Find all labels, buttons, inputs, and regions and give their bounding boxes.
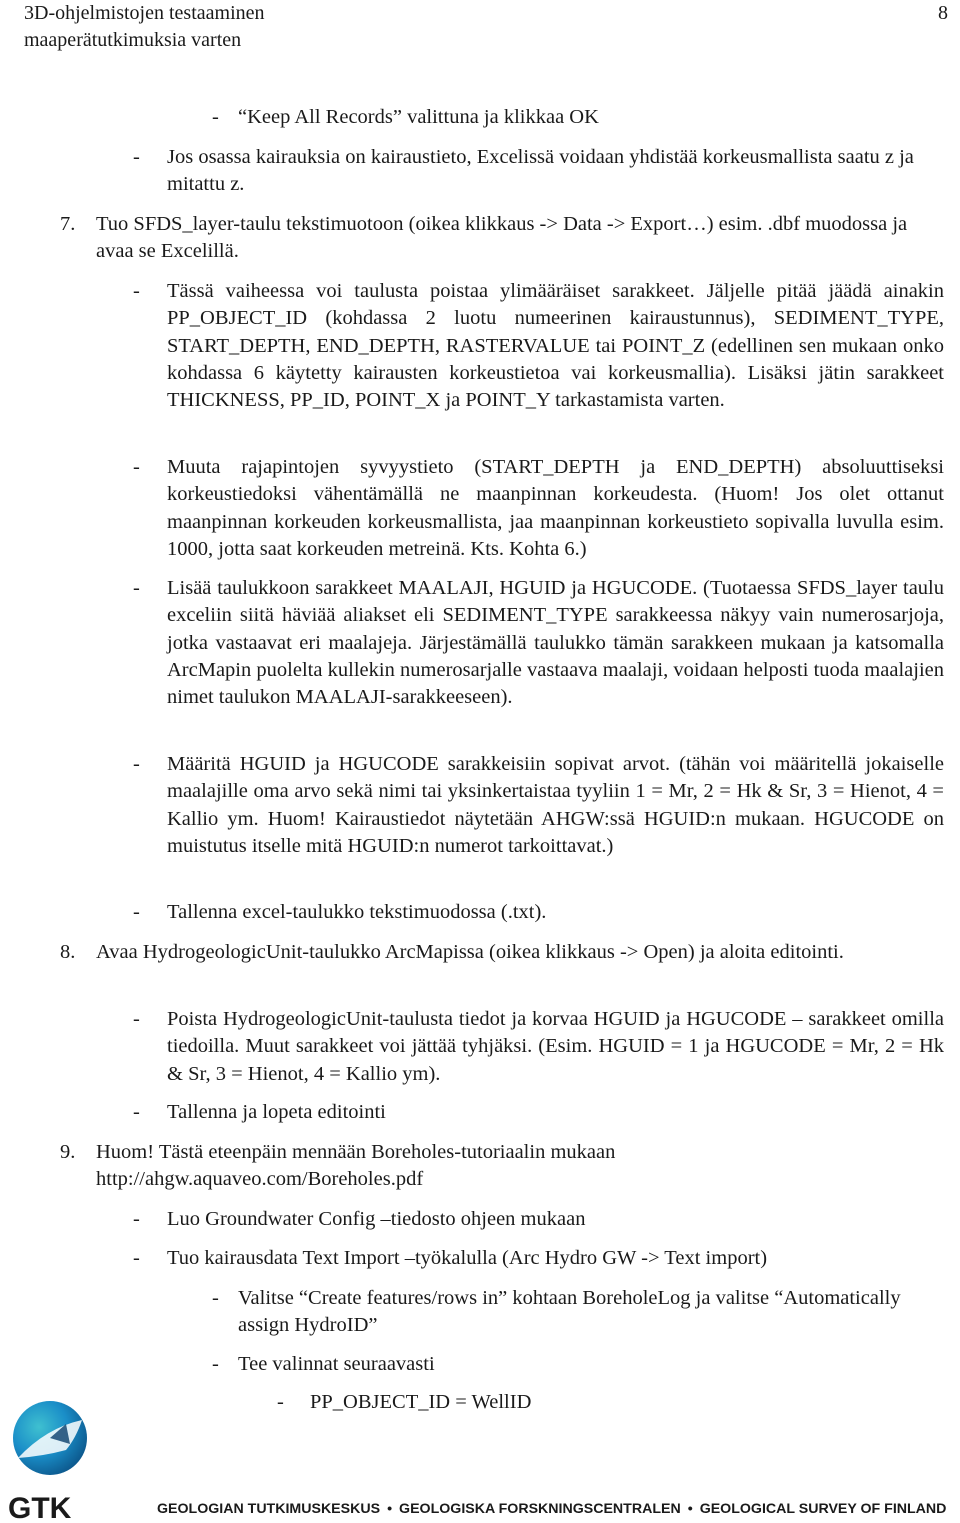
bullet-dash: - bbox=[133, 1101, 140, 1123]
step-7-sub-save: Tallenna excel-taulukko tekstimuodossa (.txt). bbox=[167, 901, 547, 923]
step-7-sub-depth: Muuta rajapintojen syvyystieto (START_DEPTH ja END_DEPTH) absoluuttiseksi korkeustiedoksi vähentämällä ne maanpinnan korkeudesta. (Huom! Jos olet ottanut maanpinnan korkeuden korkeusmallista, jaa maanpinnan korkeustieto sopivalla luvulla esim. 1000, jotta saat korkeuden metreinä. Kts. Kohta 6.) bbox=[167, 456, 944, 560]
bullet-dash: - bbox=[133, 1008, 140, 1030]
step-9-subsub-create: Valitse “Create features/rows in” kohtaan BoreholeLog ja valitse “Automatically assign HydroID” bbox=[238, 1287, 901, 1337]
step-9-mapping-wellid: PP_OBJECT_ID = WellID bbox=[310, 1391, 532, 1413]
footer-org-sv: GEOLOGISKA FORSKNINGSCENTRALEN bbox=[399, 1501, 681, 1517]
bullet-excel-z: Jos osassa kairauksia on kairaustieto, Excelissä voidaan yhdistää korkeusmallista saatu z ja mitattu z. bbox=[167, 146, 914, 196]
footer-org-fi: GEOLOGIAN TUTKIMUSKESKUS bbox=[157, 1501, 381, 1517]
step-9-link[interactable]: http://ahgw.aquaveo.com/Boreholes.pdf bbox=[96, 1168, 424, 1191]
step-7-sub-hguid: Määritä HGUID ja HGUCODE sarakkeisiin sopivat arvot. (tähän voi määritellä jokaiselle maalajille oma arvo sekä nimi tai yksinkertaistaa tyyliin 1 = Mr, 2 = Hk & Sr, 3 = Hienot, 4 = Kallio ym. Huom! Kairaustiedot näytetään AHGW:ssä HGUID:n mukaan. HGUCODE on muistutus itselle mitä HGUID:n numerot tarkoittavat.) bbox=[167, 753, 944, 857]
bullet-dash: - bbox=[133, 146, 140, 168]
step-8-number: 8. bbox=[60, 941, 76, 963]
step-9-text bbox=[96, 1139, 916, 1194]
step-7-text: Tuo SFDS_layer-taulu tekstimuotoon (oikea klikkaus -> Data -> Export…) esim. .dbf muodossa ja avaa se Excelillä. bbox=[96, 213, 908, 263]
step-8-sub-save: Tallenna ja lopeta editointi bbox=[167, 1101, 386, 1123]
step-8-text: Avaa HydrogeologicUnit-taulukko ArcMapissa (oikea klikkaus -> Open) ja aloita editointi. bbox=[96, 941, 844, 963]
bullet-dash: - bbox=[212, 106, 219, 128]
step-7-sub-columns: Tässä vaiheessa voi taulusta poistaa ylimääräiset sarakkeet. Jäljelle pitää jäädä ainakin PP_OBJECT_ID (kohdassa 2 luotu numeerinen kairaustunnus), SEDIMENT_TYPE, START_DEPTH, END_DEPTH, RASTERVALUE tai POINT_Z (edellinen sen mukaan onko kohdassa 6 käytetty kairausten korkeustietoa vai korkeusmallia). Lisäksi jätin sarakkeet THICKNESS, PP_ID, POINT_X ja POINT_Y tarkastamista varten. bbox=[167, 280, 944, 412]
bullet-dash: - bbox=[133, 901, 140, 923]
bullet-dash: - bbox=[212, 1353, 219, 1375]
step-7-number: 7. bbox=[60, 213, 76, 235]
bullet-dash: - bbox=[133, 1208, 140, 1230]
step-9-number: 9. bbox=[60, 1141, 76, 1163]
header-title-line2: maaperätutkimuksia varten bbox=[24, 29, 242, 51]
footer-organizations bbox=[157, 1500, 957, 1518]
step-7-sub-add-columns: Lisää taulukkoon sarakkeet MAALAJI, HGUID ja HGUCODE. (Tuotaessa SFDS_layer taulu exceliin siitä häviää aliakset eli SEDIMENT_TYPE sarakkeessa näkyy vain numerosarjoja, jotka vastaavat eri maalajeja. Järjestämällä taulukko tämän sarakkeen mukaan ja katsomalla ArcMapin puolelta kullekin numerosarjalle vastaava maalaji, voidaan helposti tuoda maalajien nimet taulukon MAALAJI-sarakkeeseen). bbox=[167, 577, 944, 709]
bullet-dash: - bbox=[212, 1287, 219, 1309]
footer-separator: • bbox=[387, 1501, 393, 1517]
header-title-line1: 3D-ohjelmistojen testaaminen bbox=[24, 2, 265, 24]
step-9-sub-import: Tuo kairausdata Text Import –työkalulla (Arc Hydro GW -> Text import) bbox=[167, 1247, 768, 1269]
bullet-dash: - bbox=[133, 1247, 140, 1269]
bullet-dash: - bbox=[133, 456, 140, 478]
logo-text: GTK bbox=[8, 1492, 72, 1522]
gtk-logo bbox=[6, 1398, 96, 1522]
bullet-keep-records: “Keep All Records” valittuna ja klikkaa OK bbox=[238, 106, 599, 128]
step-9-subsub-choices: Tee valinnat seuraavasti bbox=[238, 1353, 435, 1375]
running-header bbox=[24, 0, 265, 54]
step-9-text-line1: Huom! Tästä eteenpäin mennään Boreholes-tutoriaalin mukaan bbox=[96, 1141, 616, 1163]
page-number: 8 bbox=[938, 2, 948, 24]
step-9-sub-config: Luo Groundwater Config –tiedosto ohjeen mukaan bbox=[167, 1208, 586, 1230]
footer-org-en: GEOLOGICAL SURVEY OF FINLAND bbox=[699, 1501, 947, 1517]
bullet-dash: - bbox=[277, 1391, 284, 1413]
footer-separator: • bbox=[687, 1501, 693, 1517]
bullet-dash: - bbox=[133, 753, 140, 775]
bullet-dash: - bbox=[133, 280, 140, 302]
step-8-sub-replace: Poista HydrogeologicUnit-taulusta tiedot ja korvaa HGUID ja HGUCODE – sarakkeet omilla tiedoilla. Muut sarakkeet voi jättää tyhjäksi. (Esim. HGUID = 1 ja HGUCODE = Mr, 2 = Hk & Sr, 3 = Hienot, 4 = Kallio ym). bbox=[167, 1008, 944, 1085]
bullet-dash: - bbox=[133, 577, 140, 599]
